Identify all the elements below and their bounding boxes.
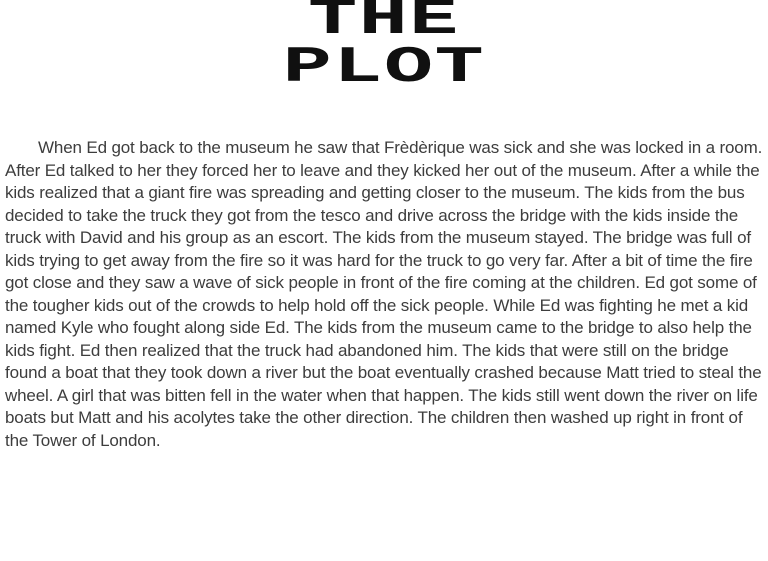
page-title-line-1: THE bbox=[308, 0, 460, 49]
plot-paragraph: When Ed got back to the museum he saw that Frèdèrique was sick and she was locked in a room. After Ed talked to her they forced her to leave and they kicked her out of the museum. After a while the kids realized that a giant fire was spreading and getting closer to the museum. The kids from the bus decided to take the truck they got from the tesco and drive across the bridge with the kids inside the truck with David and his group as an escort. The kids from the museum stayed. The bridge was full of kids trying to get away from the fire so it was hard for the truck to go very far. After a bit of time the fire got close and they saw a wave of sick people in front of the fire coming at the children. Ed got some of the tougher kids out of the crowds to help hold off the sick people. While Ed was fighting he met a kid named Kyle who fought along side Ed. The kids from the museum came to the bridge to also help the kids fight. Ed then realized that the truck had abandoned him. The kids that were still on the bridge found a boat that they took down a river but the boat eventually crashed because Matt tried to steal the wheel. A girl that was bitten fell in the water when that happen. The kids still went down the river on life boats but Matt and his acolytes take the other direction. The children then washed up right in front of the Tower of London. bbox=[5, 138, 763, 450]
page-title bbox=[0, 0, 768, 97]
page-title-line-2: PLOT bbox=[282, 40, 486, 97]
